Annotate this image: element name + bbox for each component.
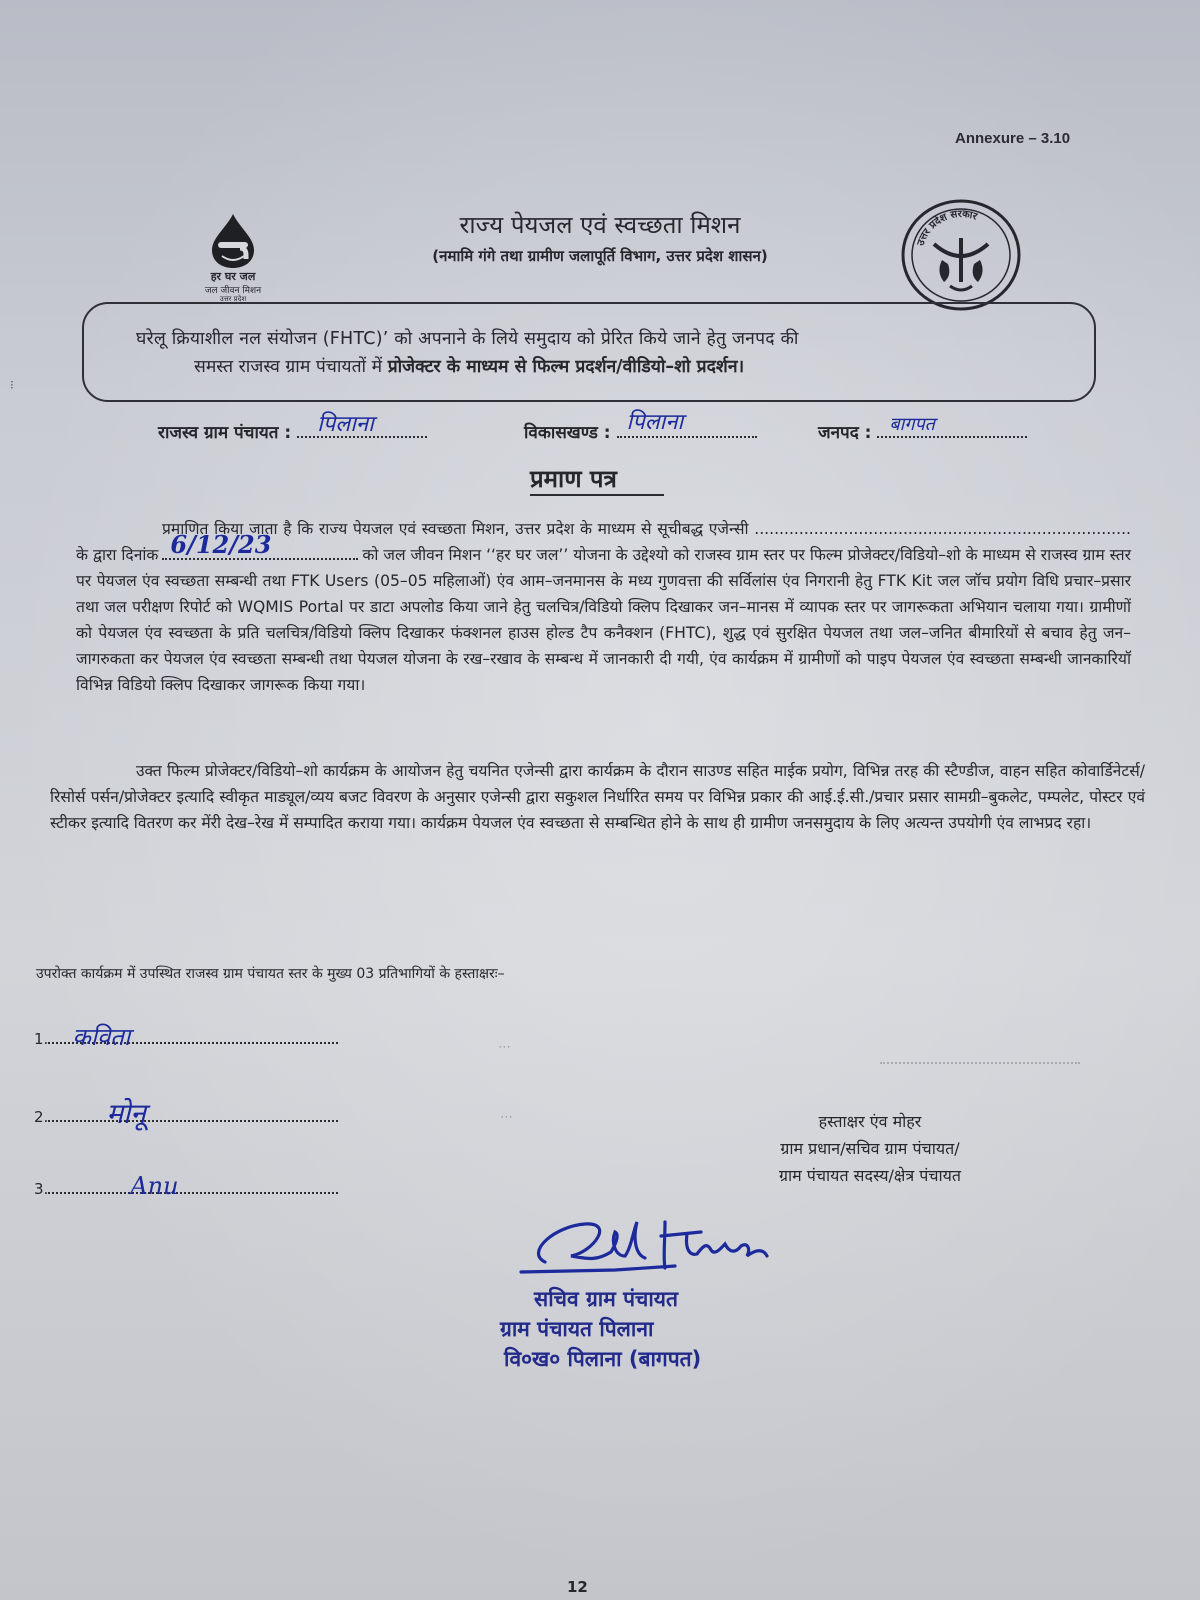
up-government-seal [900, 198, 1022, 312]
participants-intro: उपरोक्त कार्यक्रम में उपस्थित राजस्व ग्राम पंचायत स्तर के मुख्य 03 प्रतिभागियों के हस्ताक्षरः– [36, 966, 505, 982]
stamp-line-1: सचिव ग्राम पंचायत [534, 1287, 678, 1311]
annexure-label: Annexure – 3.10 [955, 130, 1071, 147]
district-label: जनपद : [818, 423, 872, 443]
participant-2-number: 2. [34, 1108, 49, 1126]
program-date: 6/12/23 [170, 530, 272, 559]
mission-title: राज्य पेयजल एवं स्वच्छता मिशन [459, 211, 741, 239]
block-label: विकासखण्ड : [524, 423, 611, 443]
certificate-heading: प्रमाण पत्र [530, 465, 617, 493]
subject-box [82, 302, 1096, 402]
bleed-through-dots [880, 1062, 1080, 1064]
designation-line-2: ग्राम पंचायत सदस्य/क्षेत्र पंचायत [778, 1166, 962, 1185]
subject-line-2-text: समस्त राजस्व ग्राम पंचायतों में [194, 357, 388, 377]
participant-3-number: 3. [34, 1180, 49, 1198]
har-ghar-jal-logo [188, 212, 278, 304]
district-dotted-line [877, 414, 1027, 438]
signature-designation-block [720, 1108, 1020, 1189]
participant-1-line [34, 1023, 338, 1051]
participant-2-dotted-line [48, 1097, 338, 1130]
water-drop-icon [196, 212, 270, 270]
heading-underline [530, 494, 664, 496]
page-number: 12 [567, 1578, 588, 1596]
margin-mark: ⁝ [10, 378, 14, 392]
certificate-paragraph-2 [50, 758, 1145, 836]
sign-and-seal-label: हस्ताक्षर एंव मोहर [818, 1112, 922, 1131]
para1-part2: को जल जीवन मिशन ‘‘हर घर जल’’ योजना के उद्देश्यो को राजस्व ग्राम स्तर पर फिल्म प्रोजेक्टर/विडियो–शो के माध्यम से राजस्व ग्राम स्तर पर पेयजल एंव स्वच्छता सम्बन्धी तथा FTK Users (05–05 महिलाओं) एंव आम–जनमानस के मध्य गुणवत्ता की सर्विलांस एंव निगरानी हेतु FTK Kit जल जॉच प्रयोग विधि प्रचार–प्रसार तथा जल परीक्षण रिपोर्ट को WQMIS Portal पर डाटा अपलोड किया जाने हेतु चलचित्र/विडियो क्लिप दिखाकर जन–मानस में व्यापक स्तर पर जागरूकता अभियान चलाया गया। ग्रामीणों को पेयजल एंव स्वच्छता के प्रति चलचित्र/विडियो क्लिप दिखाकर फंक्शनल हाउस होल्ड टैप कनैक्शन (FHTC), शुद्ध एवं सुरक्षित पेयजल तथा जल–जनित बीमारियों से बचाव हेतु जन–जागरुकता कर पेयजल एंव स्वच्छता सम्बन्धी तथा पेयजल योजना के रख–रखाव के सम्बन्ध में जानकारी दी गयी, एंव कार्यक्रम में ग्रामीणों को पाइप पेयजल एंव स्वच्छता सम्बन्धी जानकारियॉ विभिन्न विडियो क्लिप दिखाकर जागरूक किया गया। [76, 546, 1131, 694]
logo-line-2: जल जीवन मिशन [204, 286, 262, 296]
para1-part1: प्रमाणित किया जाता है कि राज्य पेयजल एवं स्वच्छता मिशन, उत्तर प्रदेश के माध्यम से सूचीबद्ध एजेन्सी ............................................................................ के द्वारा दिनांक [76, 520, 1131, 564]
participant-1-signature: कविता [72, 1023, 131, 1051]
secretary-signature [515, 1212, 795, 1286]
participant-1-dotted-line [48, 1023, 338, 1051]
panchayat-label: राजस्व ग्राम पंचायत : [158, 423, 292, 443]
bleed-through-mark-2: ⋯ [500, 1110, 513, 1125]
stamp-line-3: वि०ख० पिलाना (बागपत) [504, 1347, 702, 1371]
mission-subtitle: (नमामि गंगे तथा ग्रामीण जलापूर्ति विभाग, उत्तर प्रदेश शासन) [432, 247, 768, 265]
district-value: बागपत [889, 414, 935, 435]
participant-2-line [34, 1097, 338, 1130]
certificate-paragraph-1 [76, 516, 1131, 698]
logo-line-3: उत्तर प्रदेश [219, 295, 247, 303]
block-value: पिलाना [626, 410, 684, 435]
participant-1-number: 1. [34, 1030, 49, 1048]
subject-line-2-bold: प्रोजेक्टर के माध्यम से फिल्म प्रदर्शन/वीडियो–शो प्रदर्शन। [387, 357, 745, 377]
date-dotted-line [162, 530, 358, 560]
panchayat-value: पिलाना [317, 412, 374, 437]
logo-line-1: हर घर जल [210, 270, 256, 283]
participant-3-dotted-line [48, 1172, 338, 1200]
designation-line-1: ग्राम प्रधान/सचिव ग्राम पंचायत/ [780, 1139, 960, 1158]
stamp-line-2: ग्राम पंचायत पिलाना [500, 1317, 654, 1341]
participant-3-line [34, 1172, 338, 1200]
subject-line-2 [194, 354, 744, 378]
panchayat-field [158, 412, 427, 443]
participant-3-signature: Anu [130, 1172, 179, 1200]
block-dotted-line [617, 410, 757, 438]
panchayat-dotted-line [297, 412, 427, 438]
secretary-stamp [500, 1284, 701, 1374]
seal-text: उत्तर प्रदेश सरकार [915, 208, 979, 248]
block-field [524, 410, 757, 443]
para2-text: उक्त फिल्म प्रोजेक्टर/विडियो–शो कार्यक्रम के आयोजन हेतु चयनित एजेन्सी द्वारा कार्यक्रम के दौरान साउण्ड सहित माईक प्रयोग, विभिन्न तरह की स्टैण्डीज, वाहन सहित कोवार्डिनेटर्स/रिसोर्स पर्सन/प्रोजेक्टर इत्यादि स्वीकृत माड्यूल/व्यय बजट विवरण के अनुसार एजेन्सी द्वारा सकुशल निर्धारित समय पर विभिन्न प्रकार की आई.ई.सी./प्रचार प्रसार सामग्री–बुकलेट, पम्पलेट, पोस्टर एवं स्टीकर इत्यादि वितरण कर मेंरी देख–रेख में सम्पादित कराया गया। कार्यक्रम पेयजल एंव स्वच्छता से सम्बन्धित होने के साथ ही ग्रामीण जनसमुदाय के लिए अत्यन्त उपयोगी एंव लाभप्रद रहा। [50, 762, 1145, 832]
bleed-through-mark-1: ⋯ [498, 1040, 511, 1055]
district-field [818, 414, 1027, 443]
participant-2-signature: मोनू [106, 1097, 146, 1130]
subject-line-1: घरेलू क्रियाशील नल संयोजन (FHTC)’ को अपनाने के लिये समुदाय को प्रेरित किये जाने हेतु जनपद की [136, 329, 799, 349]
